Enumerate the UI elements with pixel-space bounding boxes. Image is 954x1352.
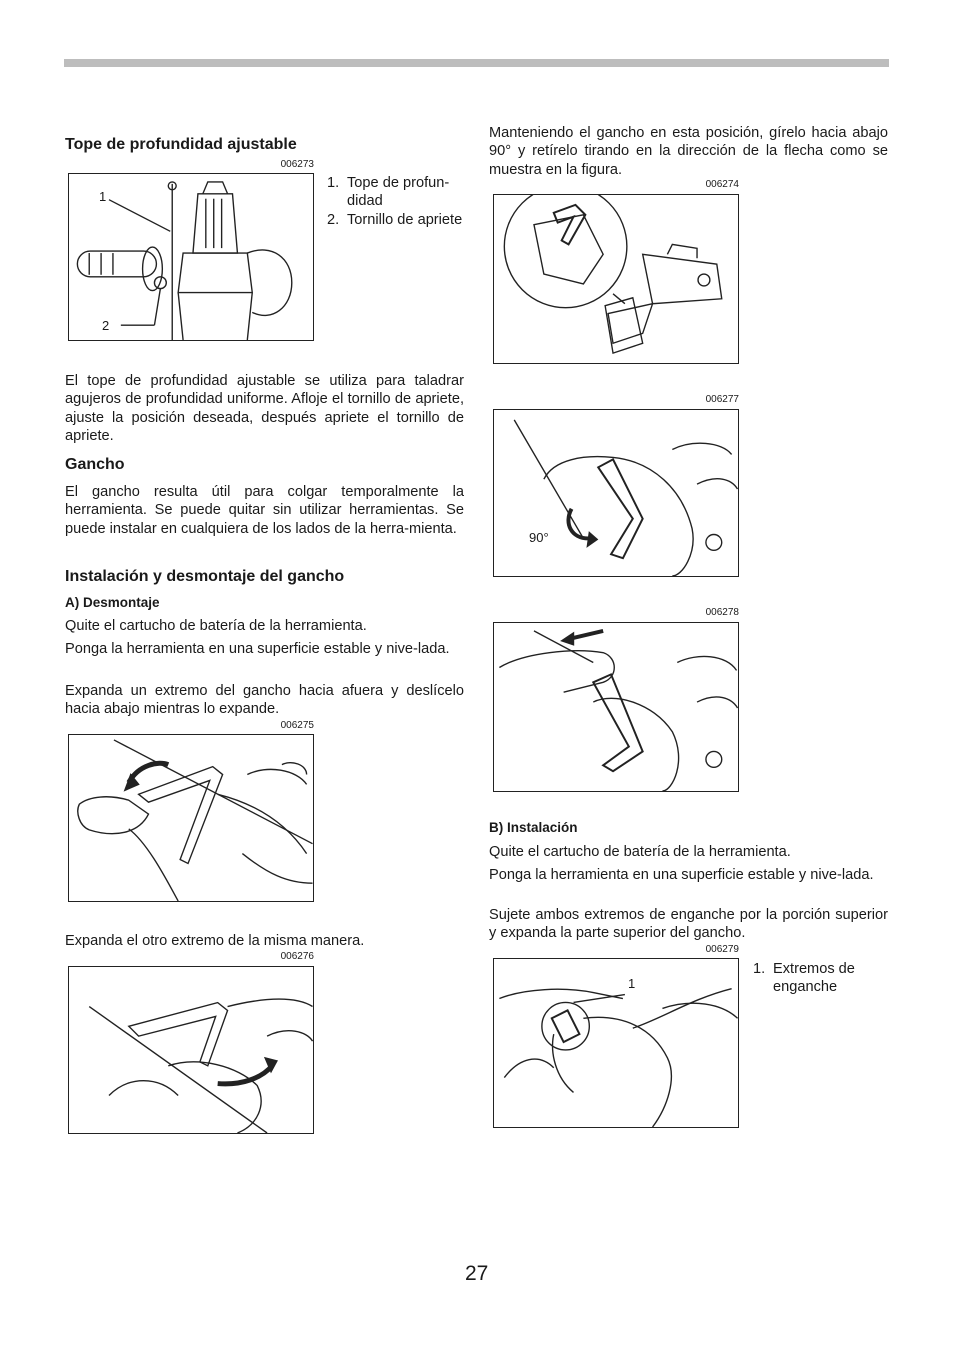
- hook-expand-illustration: [69, 735, 313, 901]
- removal-title: A) Desmontaje: [65, 595, 160, 610]
- page-number: 27: [465, 1262, 489, 1285]
- legend-item: 1. Extremos de enganche: [753, 961, 855, 996]
- installation-legend: [753, 960, 893, 997]
- hook-pull-illustration: [494, 623, 738, 791]
- figure-code: 006275: [280, 720, 314, 731]
- legend-item: 1. Tope de profun-didad: [327, 175, 450, 210]
- removal-step-1: Quite el cartucho de batería de la herramienta.: [65, 618, 367, 634]
- hook-rotate-illustration: [494, 410, 738, 576]
- installation-step-2: Ponga la herramienta en una superficie estable y nive-lada.: [489, 867, 874, 883]
- hook-expand-figure: [68, 734, 314, 902]
- depth-stop-heading: Tope de profundidad ajustable: [65, 136, 297, 153]
- hook-expand-other-illustration: [69, 967, 313, 1133]
- hook-heading: Gancho: [65, 456, 125, 473]
- installation-step-3: Sujete ambos extremos de enganche por la porción superior y expanda la parte superior del gancho.: [489, 907, 888, 942]
- figure-code: 006278: [705, 607, 739, 618]
- hook-install-figure: [493, 958, 739, 1128]
- installation-title: B) Instalación: [489, 820, 578, 835]
- callout-2: 2: [102, 318, 110, 333]
- header-rule: [64, 59, 889, 67]
- legend-item: 2. Tornillo de apriete: [327, 211, 463, 228]
- hook-on-drill-figure: [493, 194, 739, 364]
- depth-stop-legend: [327, 174, 467, 229]
- depth-stop-body: El tope de profundidad ajustable se utiliza para taladrar agujeros de profundidad uniforme. Afloje el tornillo de apriete, ajuste la posición deseada, después apriete el tornillo de apriete.: [65, 373, 464, 444]
- figure-code: 006277: [705, 394, 739, 405]
- hook-expand-other-figure: [68, 966, 314, 1134]
- hook-rotate-figure: [493, 409, 739, 577]
- figure-code: 006279: [705, 944, 739, 955]
- hook-pull-figure: [493, 622, 739, 792]
- removal-step-2: Ponga la herramienta en una superficie estable y nive-lada.: [65, 641, 450, 657]
- rotate-intro: Manteniendo el gancho en esta posición, gírelo hacia abajo 90° y retírelo tirando en la dirección de la flecha como se muestra en la figura.: [489, 125, 888, 178]
- removal-step-4: Expanda el otro extremo de la misma manera.: [65, 933, 365, 949]
- figure-code: 006276: [280, 951, 314, 962]
- hook-install-illustration: [494, 959, 738, 1127]
- angle-label: 90°: [529, 530, 549, 545]
- figure-code: 006274: [705, 179, 739, 190]
- removal-step-3: Expanda un extremo del gancho hacia afuera y deslícelo hacia abajo mientras lo expande.: [65, 683, 464, 718]
- figure-code: 006273: [280, 159, 314, 170]
- install-heading: Instalación y desmontaje del gancho: [65, 568, 345, 585]
- callout-1: 1: [628, 976, 636, 991]
- hook-body: El gancho resulta útil para colgar temporalmente la herramienta. Se puede quitar sin utilizar herramientas. Se puede instalar en cualquiera de los lados de la herra-mienta.: [65, 484, 464, 537]
- installation-step-1: Quite el cartucho de batería de la herramienta.: [489, 844, 791, 860]
- hook-on-drill-illustration: [494, 195, 738, 363]
- callout-1: 1: [99, 189, 107, 204]
